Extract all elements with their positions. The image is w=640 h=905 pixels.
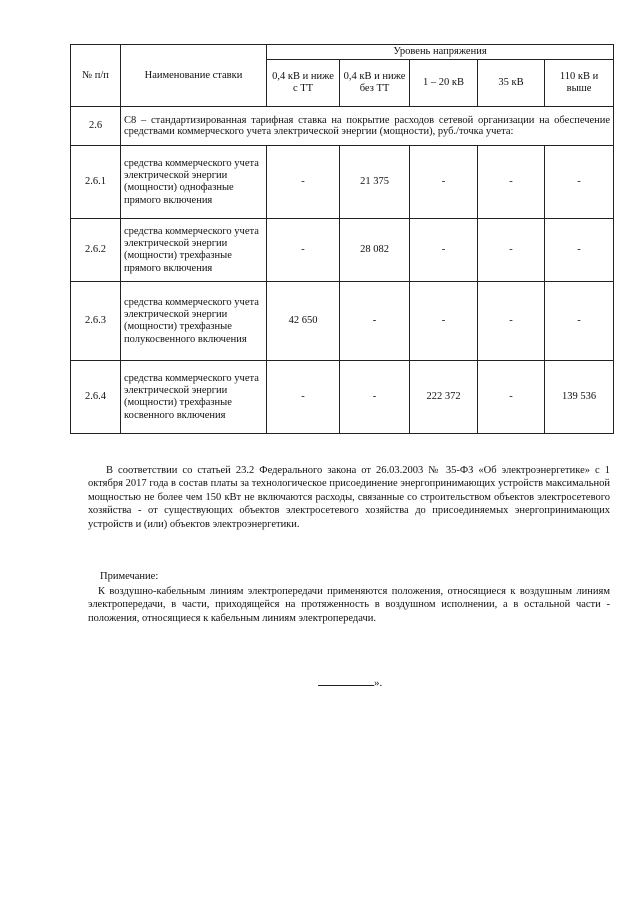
row-number: 2.6.1	[71, 146, 121, 219]
header-voltage-level: 0,4 кВ и ниже с ТТ	[267, 60, 340, 107]
row-number: 2.6.2	[71, 219, 121, 282]
rate-name: средства коммерческого учета электрической энергии (мощности) трехфазные прямого включения	[121, 219, 267, 282]
header-voltage-level: 110 кВ и выше	[545, 60, 614, 107]
rate-value: 139 536	[545, 361, 614, 434]
header-num: № п/п	[71, 45, 121, 107]
section-title: С8 – стандартизированная тарифная ставка на покрытие расходов сетевой организации на обеспечение средствами коммерческого учета электрической энергии (мощности), руб./точка учета:	[121, 107, 614, 146]
tariff-table	[70, 44, 614, 434]
rate-value: 21 375	[340, 146, 410, 219]
rate-value: -	[267, 361, 340, 434]
rate-value: -	[340, 282, 410, 361]
signature-line	[318, 676, 374, 686]
rate-value: -	[478, 361, 545, 434]
rate-value: -	[267, 219, 340, 282]
rate-name: средства коммерческого учета электрической энергии (мощности) однофазные прямого включения	[121, 146, 267, 219]
rate-value: -	[267, 146, 340, 219]
rate-value: -	[478, 219, 545, 282]
table-row	[71, 361, 614, 434]
row-number: 2.6.4	[71, 361, 121, 434]
rate-name: средства коммерческого учета электрической энергии (мощности) трехфазные косвенного включения	[121, 361, 267, 434]
table-row	[71, 219, 614, 282]
header-voltage-group: Уровень напряжения	[267, 45, 614, 60]
note-title: Примечание:	[100, 571, 159, 582]
rate-value: 42 650	[267, 282, 340, 361]
rate-value: -	[340, 361, 410, 434]
table-row	[71, 282, 614, 361]
rate-value: 222 372	[410, 361, 478, 434]
rate-value: -	[545, 146, 614, 219]
rate-value: -	[478, 146, 545, 219]
header-voltage-level: 35 кВ	[478, 60, 545, 107]
header-voltage-level: 0,4 кВ и ниже без ТТ	[340, 60, 410, 107]
table-row-section	[71, 107, 614, 146]
row-number: 2.6	[71, 107, 121, 146]
closing-mark	[318, 676, 382, 689]
note-paragraph: К воздушно-кабельным линиям электропередачи применяются положения, относящиеся к воздушным линиям электропередачи, в части, приходящейся на протяженность в воздушном исполнении, а в остальной части - положения, относящиеся к кабельным линиям электропередачи.	[88, 586, 610, 624]
header-name: Наименование ставки	[121, 45, 267, 107]
header-voltage-level: 1 – 20 кВ	[410, 60, 478, 107]
rate-value: -	[478, 282, 545, 361]
rate-value: -	[410, 146, 478, 219]
rate-value: -	[410, 282, 478, 361]
closing-quote: ».	[374, 677, 383, 689]
row-number: 2.6.3	[71, 282, 121, 361]
rate-value: 28 082	[340, 219, 410, 282]
rate-name: средства коммерческого учета электрической энергии (мощности) трехфазные полукосвенного включения	[121, 282, 267, 361]
rate-value: -	[545, 219, 614, 282]
table-row	[71, 146, 614, 219]
law-reference-paragraph: В соответствии со статьей 23.2 Федерального закона от 26.03.2003 № 35-ФЗ «Об электроэнергетике» с 1 октября 2017 года в состав платы за технологическое присоединение энергопринимающих устройств максимальной мощностью не более чем 150 кВт не включаются расходы, связанные со строительством объектов электросетевого хозяйства - от существующих объектов электросетевого хозяйства до присоединяемых энергопринимающих устройств и (или) объектов электроэнергетики.	[88, 465, 610, 530]
rate-value: -	[545, 282, 614, 361]
rate-value: -	[410, 219, 478, 282]
